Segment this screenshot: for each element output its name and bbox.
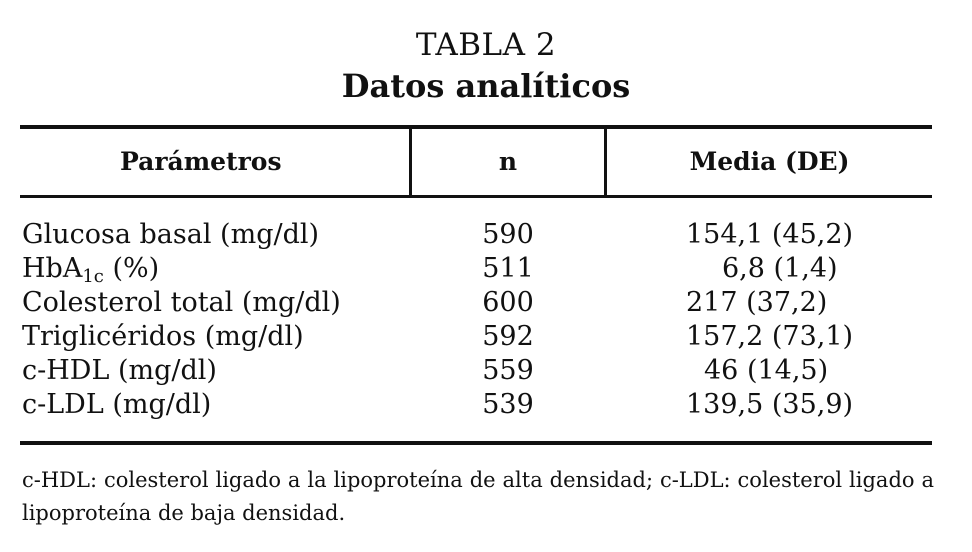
header-media: Media (DE) bbox=[689, 147, 850, 176]
n-cell: 511 bbox=[482, 253, 534, 284]
header-rule bbox=[20, 195, 932, 198]
media-cell: 6,8 (1,4) bbox=[722, 253, 838, 284]
table-title-label: TABLA 2 bbox=[415, 27, 557, 63]
n-cell: 559 bbox=[482, 355, 534, 386]
header-parametros: Parámetros bbox=[120, 147, 282, 176]
table-title: Datos analíticos bbox=[341, 67, 631, 105]
media-cell: 157,2 (73,1) bbox=[686, 321, 854, 352]
media-cell: 217 (37,2) bbox=[686, 287, 828, 318]
media-cell: 46 (14,5) bbox=[704, 355, 829, 386]
table-row bbox=[0, 286, 972, 320]
parameter-cell: c-LDL (mg/dl) bbox=[22, 389, 212, 420]
table-footnote: c-HDL: colesterol ligado a la lipoproteína de alta densidad; c-LDL: colesterol ligado a lipoproteína de baja densidad. bbox=[22, 468, 934, 525]
parameter-main: HbA bbox=[22, 253, 83, 284]
parameter-cell bbox=[22, 252, 159, 286]
parameter-cell: c-HDL (mg/dl) bbox=[22, 355, 217, 386]
table-row bbox=[0, 252, 972, 286]
n-cell: 600 bbox=[482, 287, 534, 318]
table-row bbox=[0, 388, 972, 422]
media-cell: 154,1 (45,2) bbox=[686, 219, 854, 250]
header-n: n bbox=[498, 147, 518, 176]
table-row bbox=[0, 218, 972, 252]
parameter-cell: Triglicéridos (mg/dl) bbox=[22, 321, 304, 352]
n-cell: 539 bbox=[482, 389, 534, 420]
bottom-rule bbox=[20, 441, 932, 445]
top-rule bbox=[20, 125, 932, 129]
parameter-cell: Glucosa basal (mg/dl) bbox=[22, 219, 320, 250]
n-cell: 592 bbox=[482, 321, 534, 352]
parameter-tail: (%) bbox=[103, 253, 160, 284]
table-row bbox=[0, 320, 972, 354]
parameter-subscript: 1c bbox=[82, 266, 104, 287]
n-cell: 590 bbox=[482, 219, 534, 250]
table-body bbox=[0, 218, 972, 422]
media-cell: 139,5 (35,9) bbox=[686, 389, 854, 420]
table-row bbox=[0, 354, 972, 388]
parameter-cell: Colesterol total (mg/dl) bbox=[22, 287, 341, 318]
